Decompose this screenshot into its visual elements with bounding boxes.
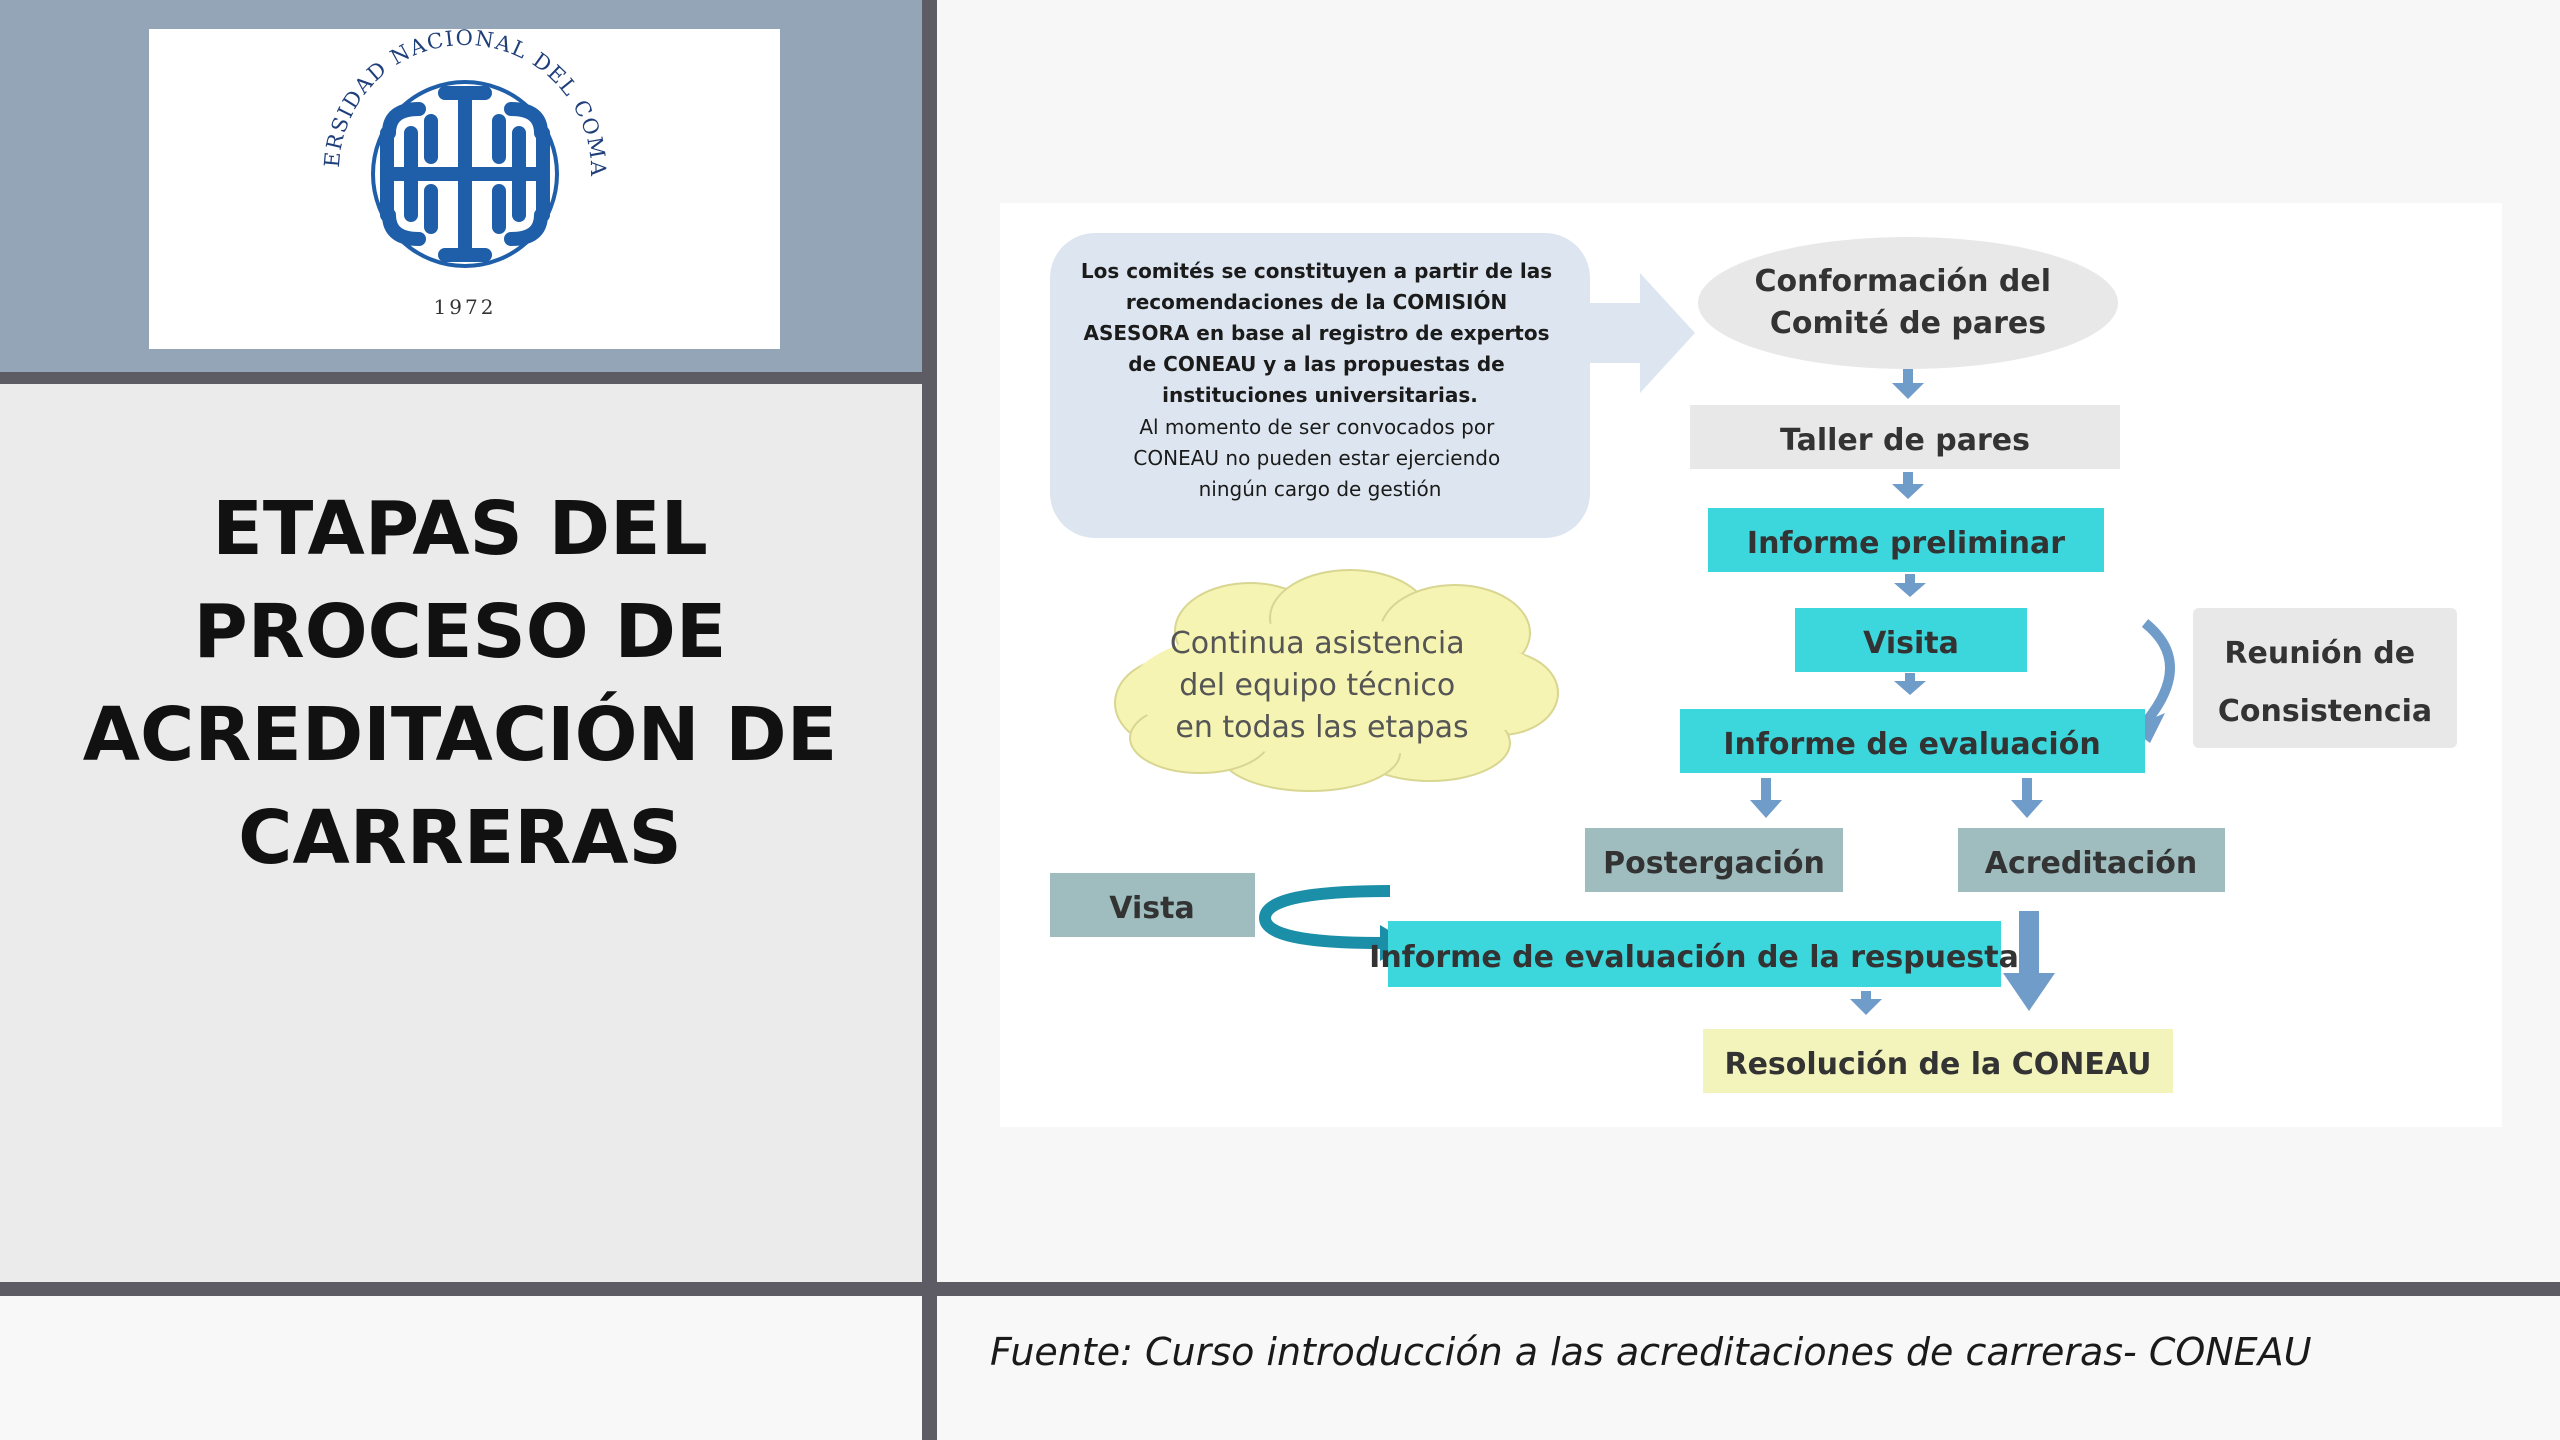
node-reunion (2193, 608, 2457, 748)
cloud-line: Continua asistencia (1169, 626, 1465, 661)
node-taller (1690, 405, 2120, 469)
note-line: instituciones universitarias. (1162, 383, 1478, 407)
logo-box (149, 29, 780, 349)
slide-title (40, 478, 880, 890)
note-line: ASESORA en base al registro de expertos (1083, 321, 1550, 345)
svg-text:Conformación del Comité: Conformación del Comité de pares (1754, 264, 2052, 341)
note-line: recomendaciones de la COMISIÓN (1125, 290, 1508, 314)
node-informe-respuesta (1369, 921, 2019, 987)
svg-text:Postergación: Postergación (1603, 846, 1825, 881)
svg-text:Vista: Vista (1109, 891, 1195, 926)
seal-name-text: ERSIDAD NACIONAL DEL COMA (319, 29, 611, 178)
vertical-divider (922, 0, 937, 1440)
seal-cross-icon (387, 93, 543, 255)
node-acreditacion (1958, 828, 2225, 892)
title-line: CARRERAS (238, 795, 682, 881)
source-caption: Fuente: Curso introducción a las acreditaciones de carreras- CONEAU (990, 1330, 2312, 1374)
university-seal-logo (149, 29, 780, 349)
node-postergacion (1585, 828, 1843, 892)
logo-panel (0, 0, 922, 372)
node-conformacion (1698, 237, 2118, 369)
node-informe-evaluacion (1680, 709, 2145, 773)
cloud-line: en todas las etapas (1175, 710, 1469, 745)
horizontal-divider-top (0, 372, 922, 384)
svg-text:Continua asistencia del (1170, 626, 1474, 745)
horizontal-divider-bottom (0, 1282, 2560, 1296)
note-line: de CONEAU y a las propuestas de (1128, 352, 1505, 376)
node-vista (1050, 873, 1255, 937)
note-line: ningún cargo de gestión (1198, 477, 1442, 501)
seal-year: 1972 (433, 295, 497, 319)
svg-text:Informe de evaluación: Informe de evaluación (1723, 727, 2101, 762)
svg-text:Visita: Visita (1863, 626, 1959, 661)
svg-text:Informe de evaluación de la r: Informe de evaluación de la respuesta (1369, 940, 2019, 975)
footer-left-panel (0, 1296, 922, 1440)
note-line: Al momento de ser convocados por (1139, 415, 1495, 439)
node-visita (1795, 608, 2027, 672)
svg-text:Resolución de la CONEAU: Resolución de la CONEAU (1724, 1047, 2152, 1082)
node-informe-preliminar (1708, 508, 2104, 572)
note-line: Los comités se constituyen a partir de las (1080, 259, 1553, 283)
svg-text:Informe preliminar: Informe preliminar (1746, 526, 2066, 561)
title-line: ACREDITACIÓN DE (82, 692, 838, 778)
svg-text:Taller de pares: Taller de pares (1780, 423, 2030, 458)
title-line: ETAPAS DEL (212, 486, 708, 572)
svg-text:Acreditación: Acreditación (1984, 846, 2198, 881)
cloud-line: del equipo técnico (1179, 668, 1456, 703)
svg-text:Reunión de Consistencia: Reunión de Consistencia (2217, 636, 2433, 729)
process-flow-diagram (1000, 203, 2502, 1127)
node-resolucion (1703, 1029, 2173, 1093)
note-line: CONEAU no pueden estar ejerciendo (1133, 446, 1501, 470)
title-line: PROCESO DE (193, 589, 727, 675)
